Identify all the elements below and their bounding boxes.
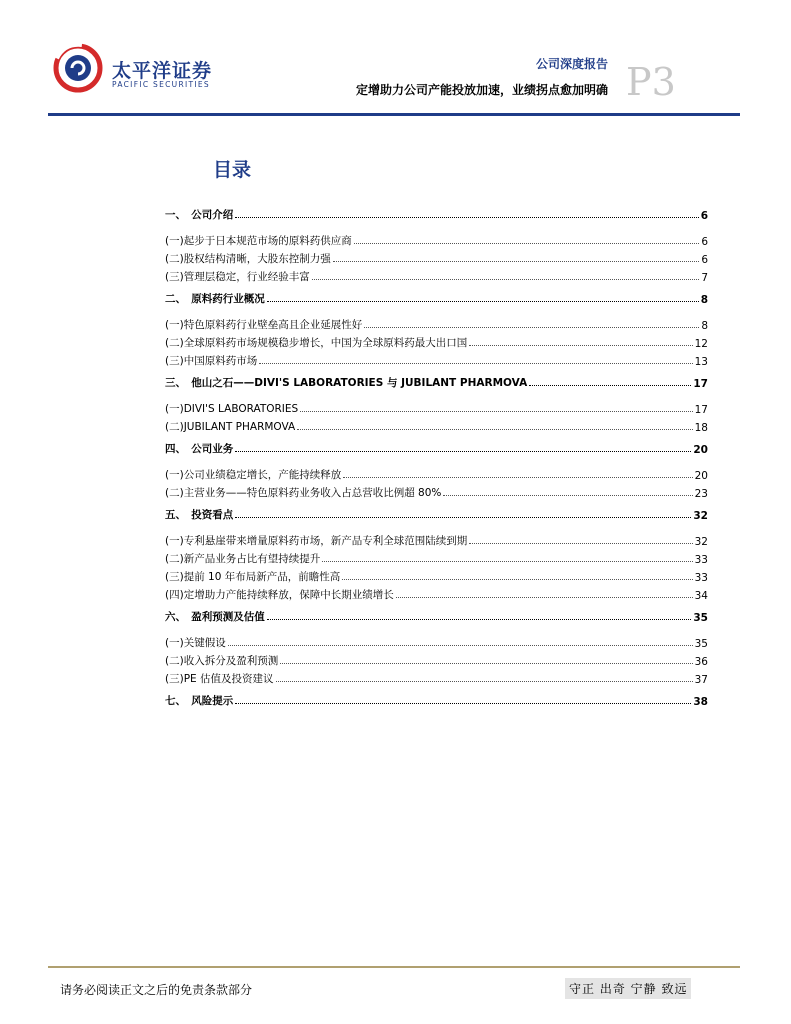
toc-dot-leader	[267, 301, 699, 302]
toc-entry-label: (二)股权结构清晰，大股东控制力强	[165, 253, 331, 265]
toc-dot-leader	[228, 645, 693, 646]
toc-entry[interactable]	[165, 690, 708, 708]
toc-entry[interactable]	[165, 332, 708, 350]
toc-entry-page: 23	[694, 488, 708, 500]
toc-dot-leader	[443, 495, 692, 496]
toc-entry[interactable]	[165, 632, 708, 650]
logo-english-name: PACIFIC SECURITIES	[112, 80, 210, 89]
toc-entry[interactable]	[165, 204, 708, 222]
toc-entry-page: 6	[701, 236, 708, 248]
toc-entry[interactable]	[165, 464, 708, 482]
toc-entry-page: 36	[694, 656, 708, 668]
toc-entry-label: (一)关键假设	[165, 637, 226, 649]
toc-entry-page: 37	[694, 674, 708, 686]
toc-dot-leader	[300, 411, 692, 412]
toc-entry-label: (三)提前 10 年布局新产品，前瞻性高	[165, 571, 341, 583]
toc-dot-leader	[235, 217, 698, 218]
toc-entry-page: 35	[693, 612, 708, 624]
toc-entry[interactable]	[165, 416, 708, 434]
toc-dot-leader	[333, 261, 700, 262]
toc-dot-leader	[280, 663, 692, 664]
toc-entry[interactable]	[165, 350, 708, 368]
toc-entry-label: (二)收入拆分及盈利预测	[165, 655, 279, 667]
toc-entry[interactable]	[165, 482, 708, 500]
page-number: P3	[626, 60, 676, 104]
toc-entry-page: 32	[693, 510, 708, 522]
toc-entry-label: 二、 原料药行业概况	[165, 293, 265, 305]
toc-entry-page: 32	[694, 536, 708, 548]
toc-heading: 目录	[213, 159, 252, 181]
toc-entry[interactable]	[165, 248, 708, 266]
toc-entry[interactable]	[165, 530, 708, 548]
toc-entry-label: (四)定增助力产能持续释放，保障中长期业绩增长	[165, 589, 394, 601]
toc-entry-page: 38	[693, 696, 708, 708]
toc-entry-label: (一)起步于日本规范市场的原料药供应商	[165, 235, 352, 247]
toc-entry-page: 34	[694, 590, 708, 602]
toc-entry[interactable]	[165, 372, 708, 390]
toc-entry-page: 6	[701, 254, 708, 266]
logo-chinese-name: 太平洋证券	[112, 60, 213, 82]
toc-dot-leader	[312, 279, 700, 280]
toc-entry[interactable]	[165, 584, 708, 602]
toc-dot-leader	[235, 451, 691, 452]
toc-entry-label: (三)中国原料药市场	[165, 355, 258, 367]
toc-entry[interactable]	[165, 438, 708, 456]
toc-entry-page: 13	[694, 356, 708, 368]
toc-entry-label: (一)公司业绩稳定增长，产能持续释放	[165, 469, 342, 481]
toc-entry-label: 七、 风险提示	[165, 695, 234, 707]
toc-entry-label: (二)新产品业务占比有望持续提升	[165, 553, 321, 565]
toc-entry-label: (一)特色原料药行业壁垒高且企业延展性好	[165, 319, 363, 331]
toc-dot-leader	[354, 243, 700, 244]
toc-dot-leader	[235, 517, 691, 518]
toc-entry[interactable]	[165, 266, 708, 284]
toc-entry-label: (二)主营业务——特色原料药业务收入占总营收比例超 80%	[165, 487, 442, 499]
toc-entry[interactable]	[165, 504, 708, 522]
toc-entry[interactable]	[165, 288, 708, 306]
toc-entry-page: 20	[694, 470, 708, 482]
toc-entry-page: 33	[694, 572, 708, 584]
toc-entry-label: 一、 公司介绍	[165, 209, 234, 221]
toc-dot-leader	[469, 345, 692, 346]
toc-entry-page: 18	[694, 422, 708, 434]
toc-entry-label: (二)JUBILANT PHARMOVA	[165, 421, 296, 433]
toc-entry-page: 35	[694, 638, 708, 650]
toc-entry-page: 17	[693, 378, 708, 390]
header-divider	[48, 113, 740, 116]
toc-entry-page: 33	[694, 554, 708, 566]
toc-entry[interactable]	[165, 650, 708, 668]
toc-entry-page: 17	[694, 404, 708, 416]
toc-entry-label: (一)DIVI'S LABORATORIES	[165, 403, 299, 415]
toc-dot-leader	[529, 385, 691, 386]
toc-dot-leader	[259, 363, 692, 364]
toc-entry-label: 三、 他山之石——DIVI'S LABORATORIES 与 JUBILANT PHARMOVA	[165, 377, 528, 389]
toc-dot-leader	[342, 579, 692, 580]
toc-dot-leader	[364, 327, 699, 328]
toc-dot-leader	[322, 561, 692, 562]
toc-entry[interactable]	[165, 548, 708, 566]
footer-motto: 守正 出奇 宁静 致远	[565, 978, 691, 999]
toc-entry-page: 7	[701, 272, 708, 284]
toc-entry-label: (三)管理层稳定，行业经验丰富	[165, 271, 310, 283]
company-logo-icon	[50, 40, 104, 94]
toc-entry-label: (三)PE 估值及投资建议	[165, 673, 274, 685]
report-type: 公司深度报告	[535, 57, 608, 71]
toc-entry-page: 8	[701, 320, 708, 332]
toc-dot-leader	[267, 619, 692, 620]
toc-dot-leader	[343, 477, 692, 478]
toc-entry[interactable]	[165, 314, 708, 332]
toc-dot-leader	[297, 429, 692, 430]
toc-entry-page: 6	[700, 210, 708, 222]
toc-entry-page: 20	[693, 444, 708, 456]
toc-entry[interactable]	[165, 668, 708, 686]
toc-entry-page: 8	[700, 294, 708, 306]
toc-entry-label: (一)专利悬崖带来增量原料药市场，新产品专利全球范围陆续到期	[165, 535, 468, 547]
toc-entry-page: 12	[694, 338, 708, 350]
report-title: 定增助力公司产能投放加速，业绩拐点愈加明确	[355, 83, 608, 97]
toc-entry-label: 五、 投资看点	[165, 509, 234, 521]
toc-entry-label: (二)全球原料药市场规模稳步增长，中国为全球原料药最大出口国	[165, 337, 468, 349]
footer-disclaimer: 请务必阅读正文之后的免责条款部分	[60, 983, 253, 997]
toc-dot-leader	[396, 597, 693, 598]
toc-entry-label: 六、 盈利预测及估值	[165, 611, 265, 623]
toc-entry-label: 四、 公司业务	[165, 443, 234, 455]
toc-entry[interactable]	[165, 566, 708, 584]
toc-dot-leader	[276, 681, 693, 682]
toc-dot-leader	[469, 543, 692, 544]
toc-dot-leader	[235, 703, 691, 704]
toc-entry[interactable]	[165, 398, 708, 416]
toc-entry[interactable]	[165, 230, 708, 248]
toc-entry[interactable]	[165, 606, 708, 624]
footer-divider	[48, 966, 740, 968]
